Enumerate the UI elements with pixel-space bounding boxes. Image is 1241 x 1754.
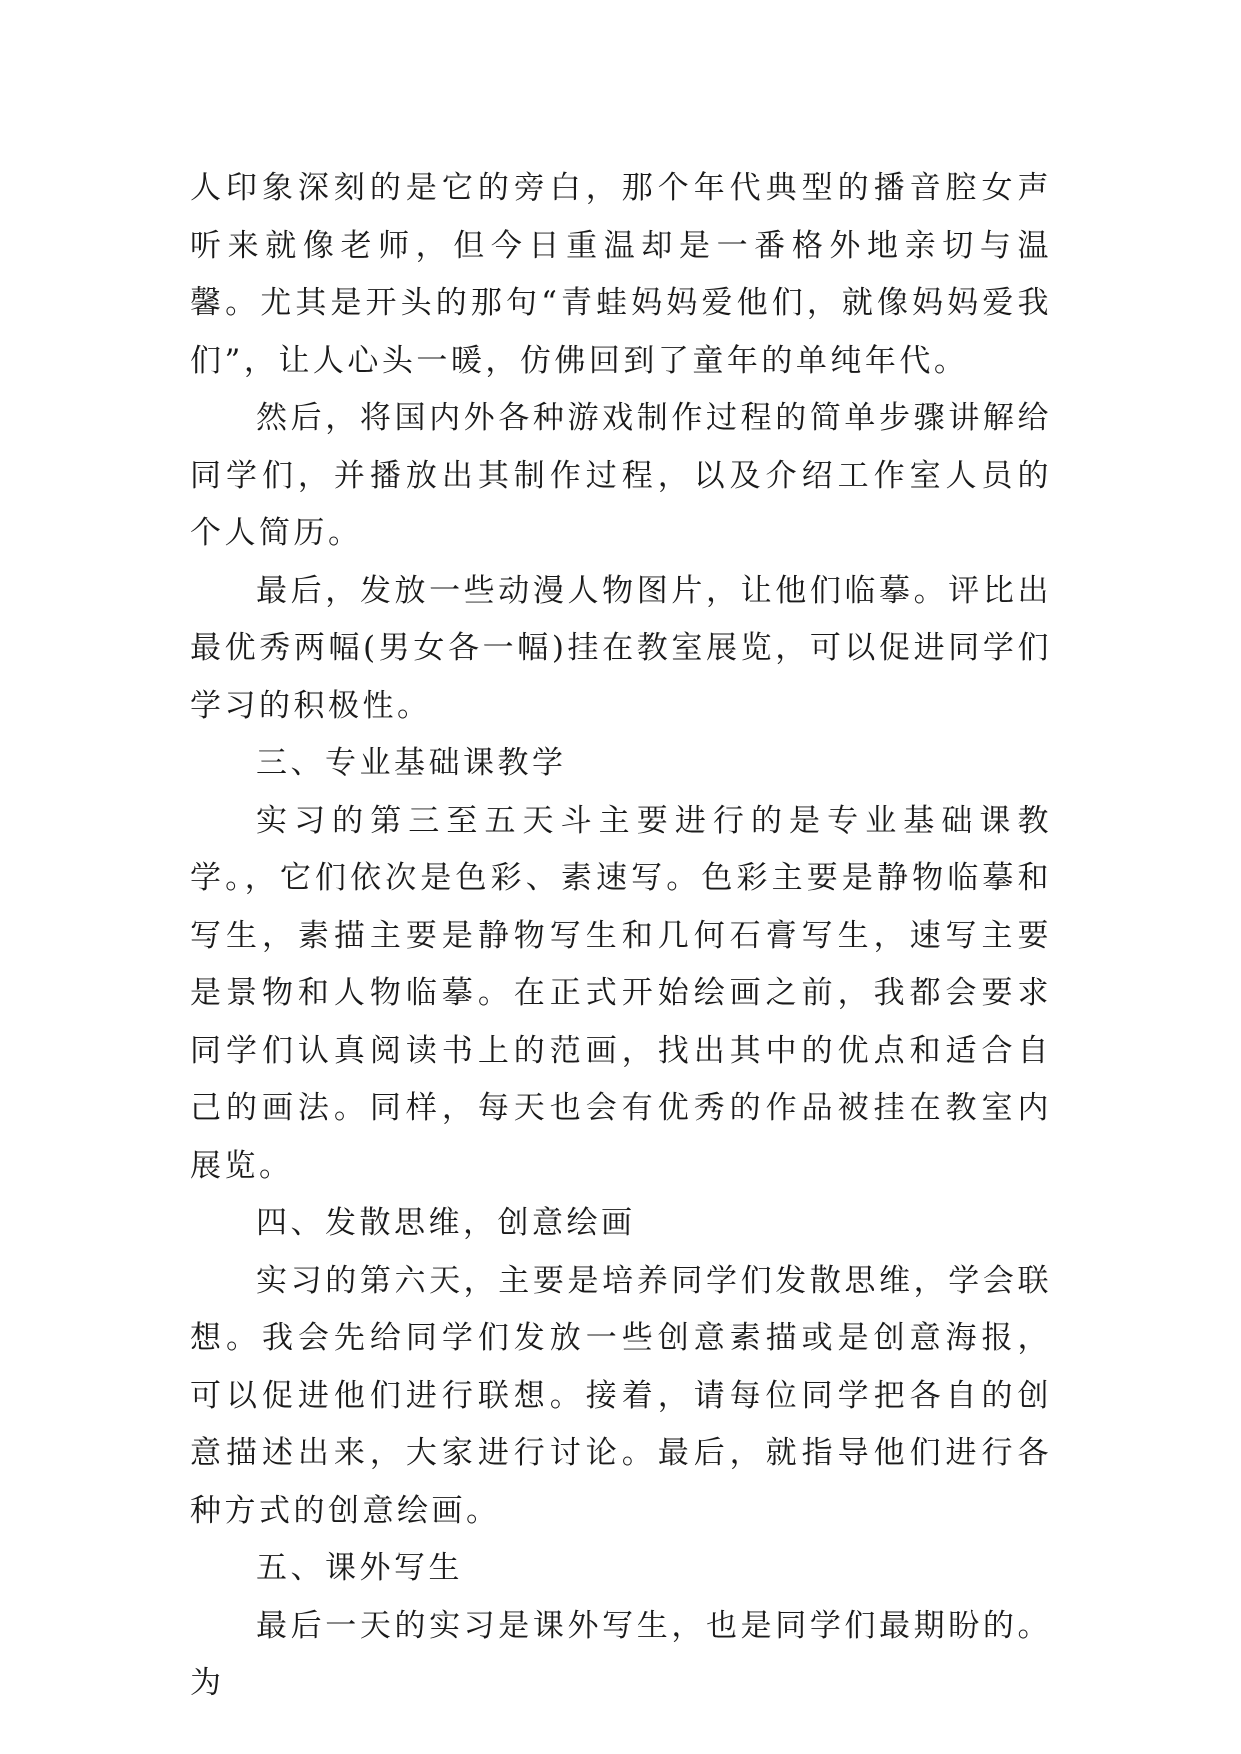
paragraph-outdoor-sketching: 最后一天的实习是课外写生，也是同学们最期盼的。为 — [190, 1607, 1052, 1701]
paragraph-creative-drawing: 实习的第六天，主要是培养同学们发散思维，学会联想。我会先给同学们发放一些创意素描或是创意海报，可以促进他们进行联想。接着，请每位同学把各自的创意描述出来，大家进行讨论。最后，就指导他们进行各种方式的创意绘画。 — [190, 1262, 1052, 1529]
paragraph-narration-memory: 人印象深刻的是它的旁白，那个年代典型的播音腔女声听来就像老师，但今日重温却是一番格外地亲切与温馨。尤其是开头的那句“青蛙妈妈爱他们，就像妈妈爱我们”，让人心头一暖，仿佛回到了童年的单纯年代。 — [190, 170, 1052, 379]
paragraph-basic-courses: 实习的第三至五天斗主要进行的是专业基础课教学。，它们依次是色彩、素速写。色彩主要是静物临摹和写生，素描主要是静物写生和几何石膏写生，速写主要是景物和人物临摹。在正式开始绘画之前，我都会要求同学们认真阅读书上的范画，找出其中的优点和适合自己的画法。同样，每天也会有优秀的作品被挂在教室内展览。 — [190, 802, 1052, 1184]
section-heading-creative-drawing: 四、发散思维，创意绘画 — [256, 1205, 636, 1241]
section-heading-basic-courses: 三、专业基础课教学 — [256, 745, 567, 781]
paragraph-game-production: 然后，将国内外各种游戏制作过程的简单步骤讲解给同学们，并播放出其制作过程，以及介绍工作室人员的个人简历。 — [190, 400, 1052, 551]
section-heading-outdoor-sketching: 五、课外写生 — [256, 1550, 463, 1586]
paragraph-anime-copying: 最后，发放一些动漫人物图片，让他们临摹。评比出最优秀两幅(男女各一幅)挂在教室展览，可以促进同学们学习的积极性。 — [190, 572, 1052, 724]
document-body — [190, 160, 1052, 1713]
